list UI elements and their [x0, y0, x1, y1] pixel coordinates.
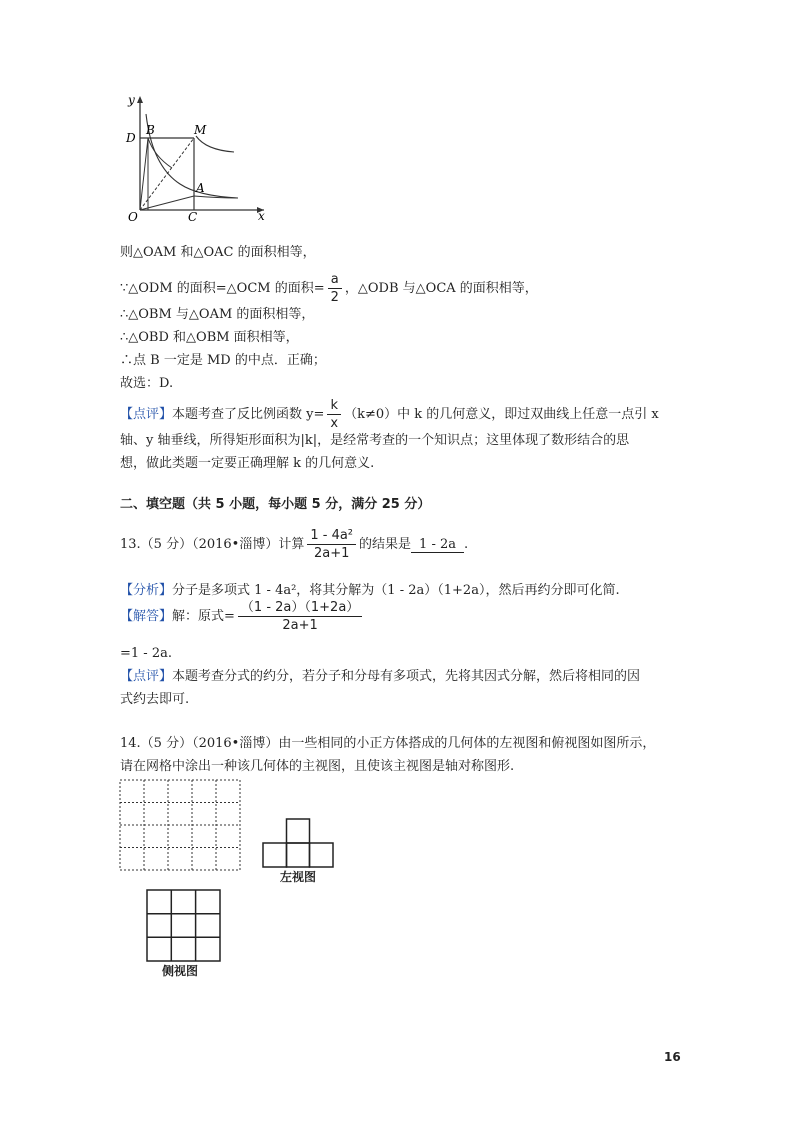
label-x: x: [258, 209, 265, 223]
label-y: y: [128, 93, 135, 107]
solution-line-3: ∴△OBM 与△OAM 的面积相等，: [120, 307, 315, 322]
top-view-figure: [146, 889, 222, 963]
comment-tag: 【点评】: [120, 669, 173, 684]
section-heading: 二、填空题（共 5 小题，每小题 5 分，满分 25 分）: [120, 497, 431, 512]
q13-comment-line-2: 式约去即可.: [120, 692, 190, 707]
analysis-tag: 【分析】: [120, 583, 173, 598]
label-a: A: [196, 181, 205, 195]
fraction-k-over-x: $\frac{k}{x}$: [327, 398, 341, 431]
fraction-a-over-2: $\frac{a}{2}$: [328, 272, 342, 305]
q13-answer: 1 - 2a: [411, 537, 464, 553]
solve-tag: 【解答】: [120, 609, 173, 624]
label-c: C: [188, 210, 198, 224]
label-o: O: [128, 210, 138, 224]
top-view-label: 侧视图: [162, 964, 199, 978]
answer-grid: [119, 779, 241, 871]
q13-line: 13.（5 分）（2016•淄博）计算 $\frac{\text{1 - 4a²}}{2a+1}$ 的结果是 1 - 2a .: [120, 528, 469, 561]
solution-line-2: ∵△ODM 的面积=△OCM 的面积= $\frac{a}{2}$ ，△ODB 与△OCA 的面积相等，: [120, 272, 538, 305]
label-m: M: [194, 123, 207, 137]
inverse-function-graph: [118, 92, 268, 224]
q14-line-2: 请在网格中涂出一种该几何体的主视图，且使该主视图是轴对称图形.: [120, 759, 515, 774]
solution-line-1: 则△OAM 和△OAC 的面积相等，: [120, 245, 316, 260]
solution-line-6: 故选：D.: [120, 376, 174, 391]
label-d: D: [126, 131, 136, 145]
q13-analysis: 【分析】分子是多项式 1 - 4a²，将其分解为（1 - 2a）（1+2a），然后再约分即可化简.: [120, 583, 620, 598]
q13-comment-line-1: 【点评】本题考查分式的约分，若分子和分母有多项式，先将其因式分解，然后将相同的因: [120, 669, 641, 684]
comment-12-line-2: 轴、y 轴垂线，所得矩形面积为|k|，是经常考查的一个知识点；这里体现了数形结合的思: [120, 433, 630, 448]
q13-result: =1 - 2a.: [120, 646, 172, 661]
solution-line-4: ∴△OBD 和△OBM 面积相等，: [120, 330, 299, 345]
comment-tag: 【点评】: [120, 407, 173, 422]
q13-solution-fraction: $\frac{(1 - 2a)(1+2a)}{2a+1}$: [238, 600, 362, 633]
q13-solution: 【解答】解：原式= $\frac{(1 - 2a)(1+2a)}{2a+1}$: [120, 600, 365, 633]
left-view-label: 左视图: [280, 870, 317, 884]
page-number: 16: [664, 1050, 681, 1064]
left-view-figure: [262, 818, 336, 870]
label-b: B: [146, 123, 155, 137]
q13-fraction: $\frac{\text{1 - 4a²}}{2a+1}$: [307, 528, 356, 561]
solution-line-5: ∴点 B 一定是 MD 的中点．正确；: [120, 353, 326, 368]
q14-line-1: 14.（5 分）（2016•淄博）由一些相同的小正方体搭成的几何体的左视图和俯视图如图所示，: [120, 736, 656, 751]
comment-12-line-1: 【点评】本题考查了反比例函数 y= $\frac{k}{x}$ （k≠0）中 k 的几何意义，即过双曲线上任意一点引 x: [120, 398, 659, 431]
comment-12-line-3: 想，做此类题一定要正确理解 k 的几何意义.: [120, 456, 375, 471]
